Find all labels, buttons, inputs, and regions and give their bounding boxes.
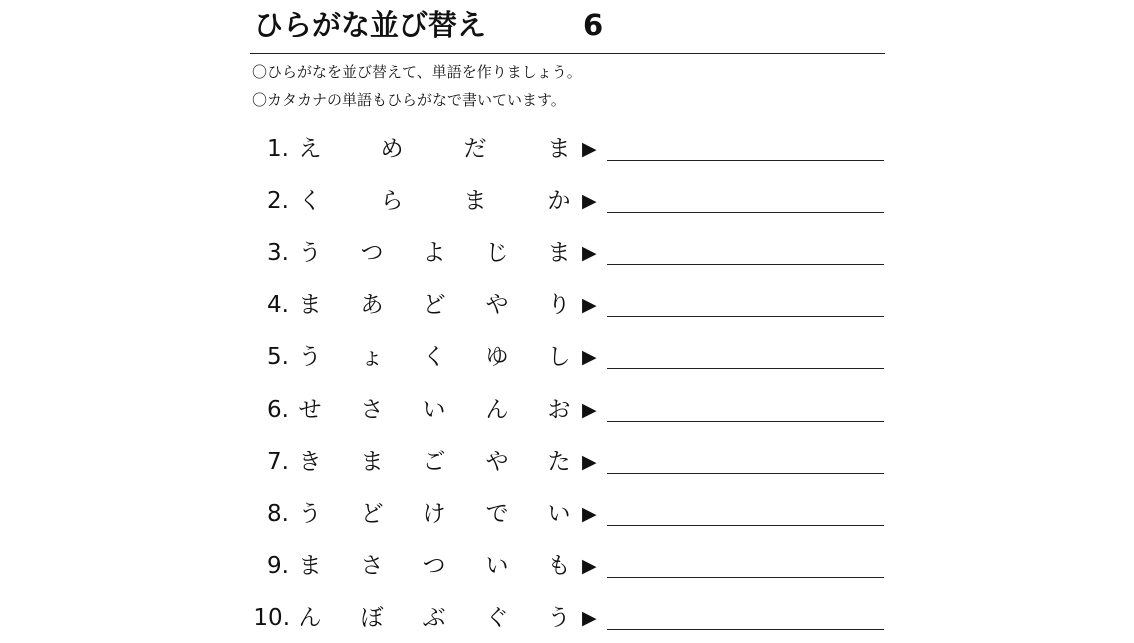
answer-line[interactable]	[607, 421, 884, 422]
hiragana-character: よ	[422, 240, 446, 266]
question-number: 4.	[267, 292, 289, 318]
question-row	[0, 132, 1134, 172]
hiragana-character: ん	[298, 605, 322, 631]
answer-line[interactable]	[607, 577, 884, 578]
question-number: 6.	[267, 397, 289, 423]
question-number: 10.	[253, 605, 290, 631]
hiragana-character: ま	[298, 553, 322, 579]
hiragana-character: う	[298, 240, 322, 266]
answer-line[interactable]	[607, 316, 884, 317]
scrambled-characters	[295, 551, 585, 581]
hiragana-character: お	[547, 397, 571, 423]
scrambled-characters	[295, 134, 585, 164]
hiragana-character: め	[380, 136, 404, 162]
scrambled-characters	[295, 395, 585, 425]
hiragana-character: や	[485, 292, 509, 318]
hiragana-character: い	[422, 397, 446, 423]
scrambled-characters	[295, 290, 585, 320]
question-row	[0, 184, 1134, 224]
hiragana-character: し	[547, 344, 571, 370]
arrow-icon: ▶	[582, 190, 597, 212]
question-number: 8.	[267, 501, 289, 527]
hiragana-character: い	[485, 553, 509, 579]
hiragana-character: ゆ	[485, 344, 509, 370]
arrow-icon: ▶	[582, 294, 597, 316]
scrambled-characters	[295, 499, 585, 529]
answer-line[interactable]	[607, 525, 884, 526]
question-number: 3.	[267, 240, 289, 266]
hiragana-character: り	[547, 292, 571, 318]
hiragana-character: ご	[422, 449, 446, 475]
scrambled-characters	[295, 186, 585, 216]
hiragana-character: ら	[380, 188, 404, 214]
arrow-icon: ▶	[582, 503, 597, 525]
arrow-icon: ▶	[582, 242, 597, 264]
scrambled-characters	[295, 603, 585, 633]
hiragana-character: も	[547, 553, 571, 579]
hiragana-character: で	[485, 501, 509, 527]
title-divider	[250, 53, 885, 54]
answer-line[interactable]	[607, 629, 884, 630]
instruction-2: 〇カタカナの単語もひらがなで書いています。	[252, 91, 566, 109]
question-number: 5.	[267, 344, 289, 370]
question-row	[0, 288, 1134, 328]
hiragana-character: ま	[298, 292, 322, 318]
hiragana-character: か	[547, 188, 571, 214]
hiragana-character: ま	[360, 449, 384, 475]
arrow-icon: ▶	[582, 346, 597, 368]
question-row	[0, 445, 1134, 485]
question-row	[0, 236, 1134, 276]
hiragana-character: つ	[360, 240, 384, 266]
answer-line[interactable]	[607, 160, 884, 161]
question-number: 1.	[267, 136, 289, 162]
question-row	[0, 393, 1134, 433]
hiragana-character: ぶ	[422, 605, 446, 631]
answer-line[interactable]	[607, 473, 884, 474]
question-row	[0, 497, 1134, 537]
arrow-icon: ▶	[582, 399, 597, 421]
hiragana-character: や	[485, 449, 509, 475]
hiragana-character: え	[298, 136, 322, 162]
answer-line[interactable]	[607, 368, 884, 369]
hiragana-character: う	[547, 605, 571, 631]
hiragana-character: き	[298, 449, 322, 475]
hiragana-character: け	[422, 501, 446, 527]
hiragana-character: ど	[360, 501, 384, 527]
hiragana-character: ぐ	[485, 605, 509, 631]
hiragana-character: ょ	[360, 344, 384, 370]
hiragana-character: く	[298, 188, 322, 214]
question-number: 2.	[267, 188, 289, 214]
worksheet-title: ひらがな並び替え	[254, 8, 487, 42]
scrambled-characters	[295, 342, 585, 372]
hiragana-character: ぼ	[360, 605, 384, 631]
hiragana-character: ま	[547, 240, 571, 266]
instruction-1: 〇ひらがなを並び替えて、単語を作りましょう。	[252, 63, 582, 81]
hiragana-character: つ	[422, 553, 446, 579]
question-number: 9.	[267, 553, 289, 579]
hiragana-character: く	[422, 344, 446, 370]
hiragana-character: ど	[422, 292, 446, 318]
worksheet-number: 6	[583, 8, 604, 42]
question-row	[0, 549, 1134, 589]
hiragana-character: さ	[360, 553, 384, 579]
hiragana-character: ま	[463, 188, 487, 214]
answer-line[interactable]	[607, 212, 884, 213]
hiragana-character: ま	[547, 136, 571, 162]
scrambled-characters	[295, 447, 585, 477]
arrow-icon: ▶	[582, 451, 597, 473]
hiragana-character: う	[298, 501, 322, 527]
hiragana-character: う	[298, 344, 322, 370]
hiragana-character: た	[547, 449, 571, 475]
arrow-icon: ▶	[582, 555, 597, 577]
hiragana-character: い	[547, 501, 571, 527]
arrow-icon: ▶	[582, 607, 597, 629]
arrow-icon: ▶	[582, 138, 597, 160]
hiragana-character: じ	[485, 240, 509, 266]
hiragana-character: せ	[298, 397, 322, 423]
hiragana-character: だ	[463, 136, 487, 162]
hiragana-character: ん	[485, 397, 509, 423]
question-row	[0, 601, 1134, 641]
answer-line[interactable]	[607, 264, 884, 265]
question-number: 7.	[267, 449, 289, 475]
hiragana-character: あ	[360, 292, 384, 318]
hiragana-character: さ	[360, 397, 384, 423]
question-row	[0, 340, 1134, 380]
scrambled-characters	[295, 238, 585, 268]
